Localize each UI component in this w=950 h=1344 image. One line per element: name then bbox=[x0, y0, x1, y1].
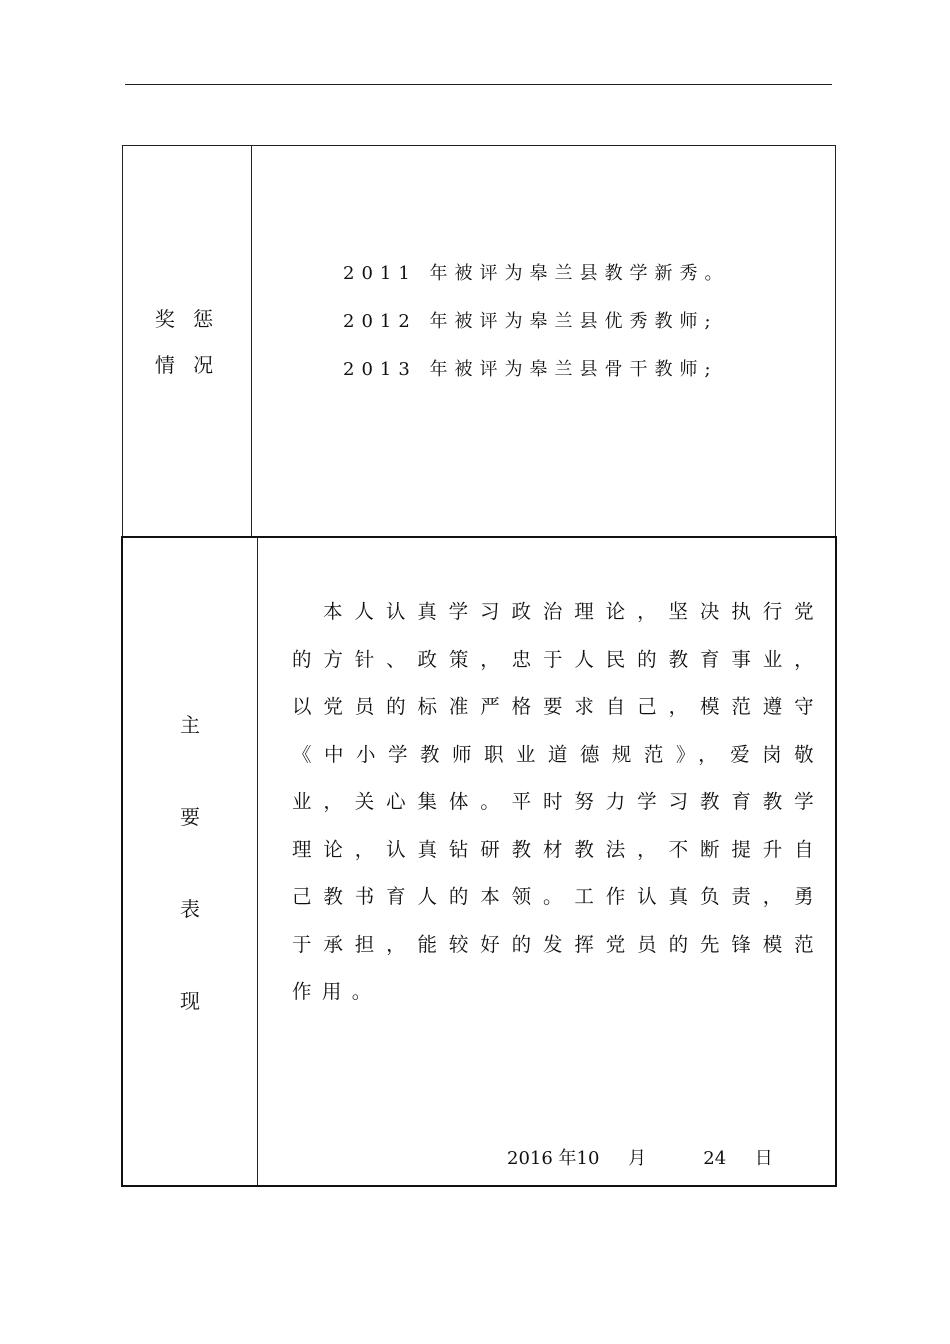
awards-section bbox=[122, 145, 836, 537]
date-year-unit: 年 bbox=[558, 1148, 577, 1169]
performance-section bbox=[121, 536, 837, 1187]
date-day-unit: 日 bbox=[754, 1148, 773, 1169]
performance-text: 本人认真学习政治理论，坚决执行党的方针、政策，忠于人民的教育事业，以党员的标准严格要求自己，模范遵守《中小学教师职业道德规范》，爱岗敬业，关心集体。平时努力学习教育教学理论，认真钻研教材教法，不断提升自己教书育人的本领。工作认真负责，勇于承担，能较好的发挥党员的先锋模范作用。 bbox=[292, 600, 824, 1003]
performance-label-char: 要 bbox=[180, 805, 200, 829]
performance-date bbox=[507, 1146, 773, 1172]
awards-column-divider bbox=[251, 146, 252, 536]
date-month: 10 bbox=[576, 1148, 600, 1169]
header-rule bbox=[125, 84, 832, 85]
date-month-unit: 月 bbox=[628, 1148, 647, 1169]
awards-list bbox=[343, 250, 730, 394]
awards-label bbox=[123, 296, 251, 388]
performance-column-divider bbox=[257, 538, 258, 1185]
date-day: 24 bbox=[703, 1148, 727, 1169]
awards-label-line1: 奖 惩 bbox=[154, 307, 220, 331]
awards-label-line2: 情 况 bbox=[154, 353, 220, 377]
award-item-2012: 2012 年被评为皋兰县优秀教师; bbox=[343, 311, 718, 332]
award-item-2011: 2011 年被评为皋兰县教学新秀。 bbox=[343, 263, 730, 284]
date-year: 2016 bbox=[507, 1148, 553, 1169]
performance-label-char: 现 bbox=[180, 989, 200, 1013]
award-item-2013: 2013 年被评为皋兰县骨干教师; bbox=[343, 359, 718, 380]
performance-label-char: 表 bbox=[180, 897, 200, 921]
performance-label-char: 主 bbox=[180, 713, 200, 737]
performance-label bbox=[123, 702, 257, 1070]
